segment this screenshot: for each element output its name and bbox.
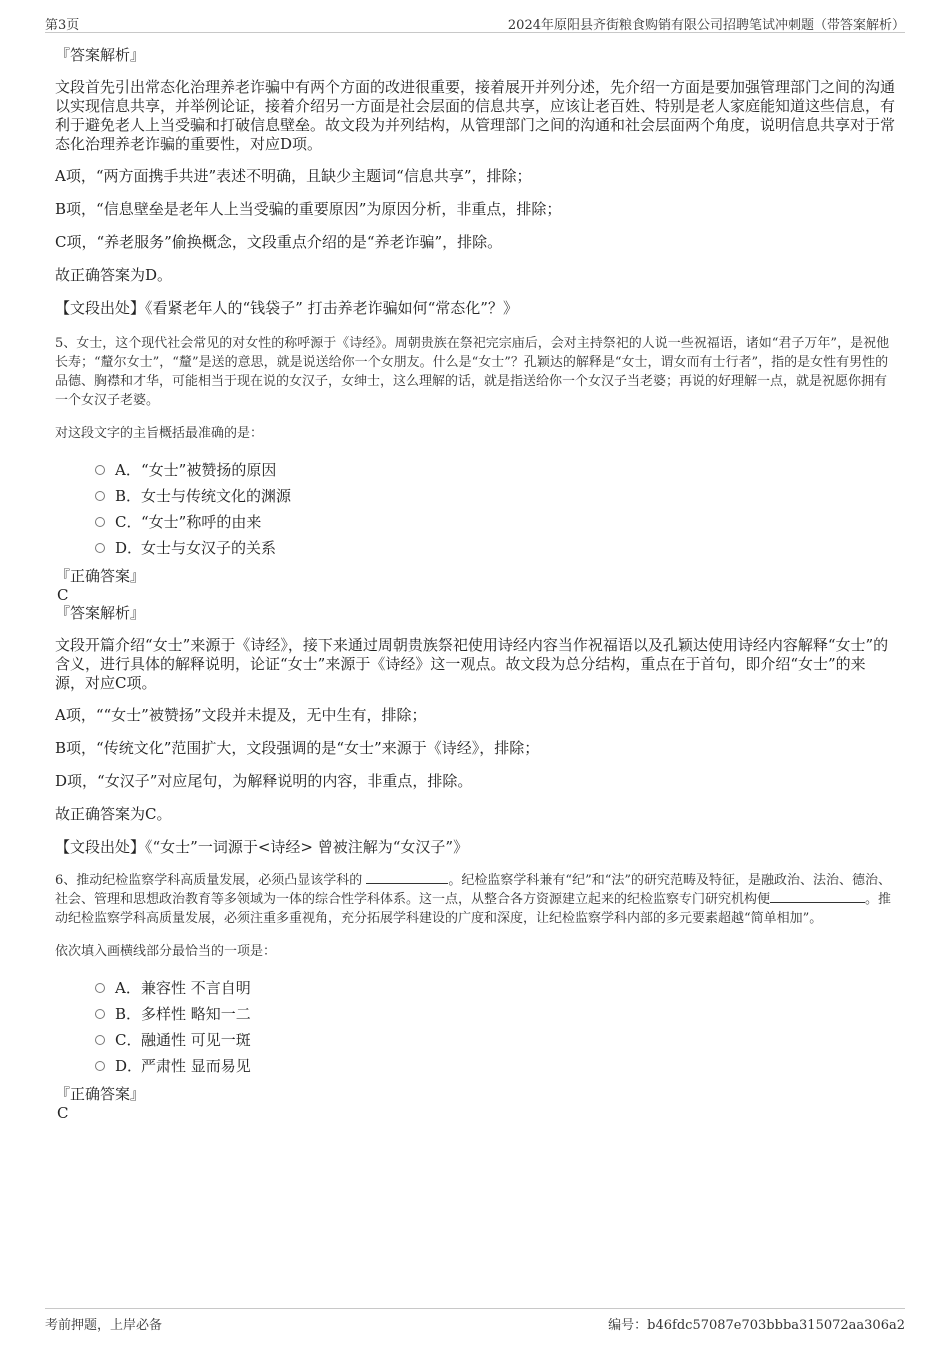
analysis-option-a: A项，“两方面携手共进”表述不明确，且缺少主题词“信息共享”，排除；	[55, 167, 532, 185]
analysis-option-b: B项，“传统文化”范围扩大，文段强调的是“女士”来源于《诗经》，排除；	[55, 739, 540, 757]
question-prompt: 对这段文字的主旨概括最准确的是：	[55, 426, 264, 441]
fill-blank-2	[770, 890, 865, 903]
radio-icon[interactable]	[95, 1061, 105, 1071]
question-prompt: 依次填入画横线部分最恰当的一项是：	[55, 944, 277, 959]
page-footer	[45, 1308, 905, 1333]
analysis-option-c: C项，“养老服务”偷换概念，文段重点介绍的是“养老诈骗”，排除。	[55, 233, 503, 251]
document-code: 编号：b46fdc57087e703bbba315072aa306a2	[608, 1318, 905, 1333]
analysis-text: 文段开篇介绍“女士”来源于《诗经》，接下来通过周朝贵族祭祀使用诗经内容当作祝福语以及孔颖达使用诗经内容解释“女士”的含义，进行具体的解释说明，论证“女士”来源于《诗经》这一观点。故文段为总分结构，重点在于首句，即介绍“女士”的来源，对应C项。	[55, 636, 889, 692]
document-title: 2024年原阳县齐街粮食购销有限公司招聘笔试冲刺题（带答案解析）	[507, 18, 905, 33]
analysis-option-d: D项，“女汉子”对应尾句，为解释说明的内容，非重点，排除。	[55, 772, 473, 790]
radio-icon[interactable]	[95, 1035, 105, 1045]
footer-slogan: 考前押题，上岸必备	[45, 1318, 163, 1333]
radio-icon[interactable]	[95, 983, 105, 993]
analysis-label: 『答案解析』	[55, 46, 146, 64]
radio-icon[interactable]	[95, 491, 105, 501]
analysis-option-b: B项，“信息壁垒是老年人上当受骗的重要原因”为原因分析，非重点，排除；	[55, 200, 562, 218]
option-list	[55, 457, 895, 561]
page-header	[45, 14, 905, 33]
conclusion: 故正确答案为D。	[55, 266, 173, 284]
conclusion: 故正确答案为C。	[55, 805, 172, 823]
option-a[interactable]: A．“女士”被赞扬的原因	[95, 457, 895, 483]
radio-icon[interactable]	[95, 517, 105, 527]
radio-icon[interactable]	[95, 543, 105, 553]
option-list	[55, 975, 895, 1079]
analysis-option-a: A项，““女士”被赞扬”文段并未提及，无中生有，排除；	[55, 706, 427, 724]
radio-icon[interactable]	[95, 465, 105, 475]
analysis-text: 文段首先引出常态化治理养老诈骗中有两个方面的改进很重要，接着展开并列分述，先介绍一方面是要加强管理部门之间的沟通以实现信息共享，并举例论证，接着介绍另一方面是社会层面的信息共享，应该让老百姓、特别是老人家庭能知道这些信息，有利于避免老人上当受骗和打破信息壁垒。故文段为并列结构，从管理部门之间的沟通和社会层面两个角度，说明信息共享对于常态化治理养老诈骗的重要性，对应D项。	[55, 78, 896, 153]
correct-answer: C	[57, 1104, 69, 1122]
question-stem: 5、女士，这个现代社会常见的对女性的称呼源于《诗经》。周朝贵族在祭祀完宗庙后，会对主持祭祀的人说一些祝福语，诸如“君子万年”，是祝他长寿；“釐尔女士”，“釐”是送的意思，就是说送给你一个女朋友。什么是“女士”？孔颖达的解释是“女士，谓女而有士行者”，指的是女性有男性的品德、胸襟和才华，可能相当于现在说的女汉子，女绅士，这么理解的话，就是指送给你一个女汉子当老婆；再说的好理解一点，就是祝愿你拥有一个女汉子老婆。	[55, 336, 890, 408]
page-content	[55, 46, 895, 1122]
analysis-label: 『答案解析』	[55, 604, 146, 622]
source-citation: 【文段出处】《看紧老年人的“钱袋子” 打击养老诈骗如何“常态化”？》	[55, 299, 518, 317]
option-c[interactable]: C．融通性 可见一斑	[95, 1027, 895, 1053]
question-stem: 6、推动纪检监察学科高质量发展，必须凸显该学科的 。纪检监察学科兼有“纪”和“法”的研究范畴及特征，是融政治、法治、德治、社会、管理和思想政治教育等多领域为一体的综合性学科体系。这一点，从整合各方资源建立起来的纪检监察专门研究机构便 。推动纪检监察学科高质量发展，必须注重多重视角，充分拓展学科建设的广度和深度，让纪检监察学科内部的多元要素超越“简单相加”。	[55, 873, 892, 926]
page-number: 第3页	[45, 18, 80, 33]
answer-label: 『正确答案』	[55, 567, 146, 585]
option-b[interactable]: B．多样性 略知一二	[95, 1001, 895, 1027]
radio-icon[interactable]	[95, 1009, 105, 1019]
option-d[interactable]: D．严肃性 显而易见	[95, 1053, 895, 1079]
source-citation: 【文段出处】《“女士”一词源于<诗经> 曾被注解为“女汉子”》	[55, 838, 469, 856]
option-d[interactable]: D．女士与女汉子的关系	[95, 535, 895, 561]
option-a[interactable]: A．兼容性 不言自明	[95, 975, 895, 1001]
option-c[interactable]: C．“女士”称呼的由来	[95, 509, 895, 535]
correct-answer: C	[57, 586, 69, 604]
fill-blank-1	[366, 871, 448, 884]
answer-label: 『正确答案』	[55, 1085, 146, 1103]
option-b[interactable]: B．女士与传统文化的渊源	[95, 483, 895, 509]
